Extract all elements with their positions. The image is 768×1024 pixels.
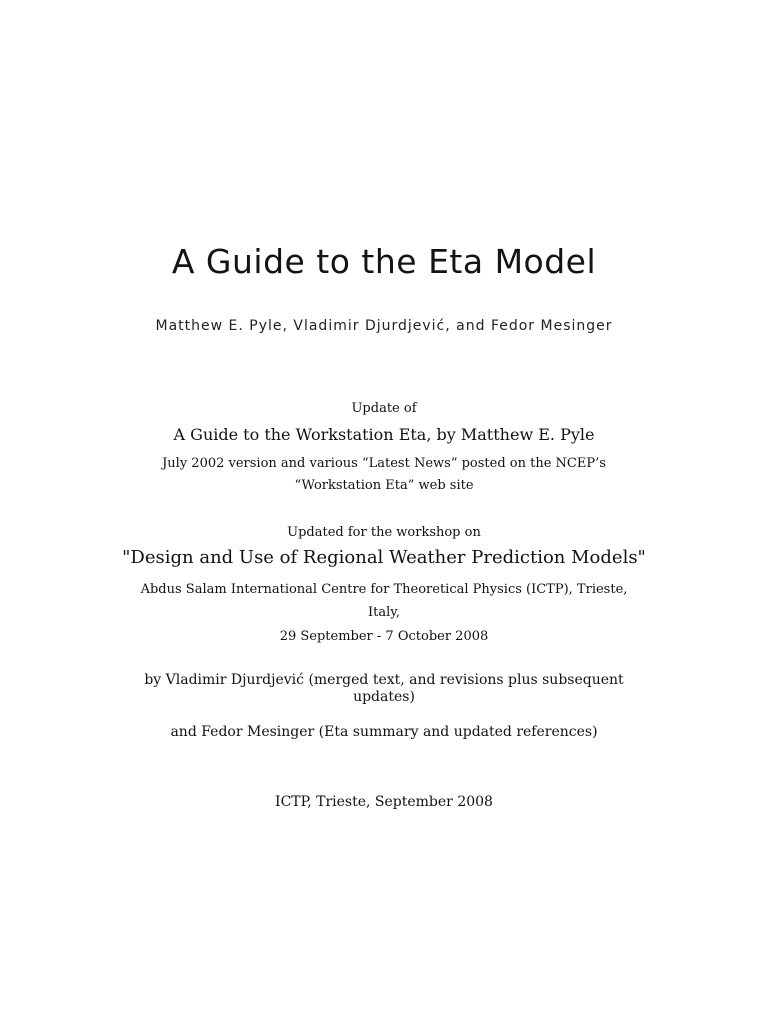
workshop-dates: 29 September - 7 October 2008: [279, 629, 489, 644]
original-guide-title: A Guide to the Workstation Eta, by Matthew E. Pyle: [173, 425, 595, 444]
version-note: July 2002 version and various “Latest News” posted on the NCEP’s: [162, 456, 606, 471]
place-and-date: ICTP, Trieste, September 2008: [275, 794, 493, 810]
updated-for-label: Updated for the workshop on: [287, 525, 481, 540]
document-title: A Guide to the Eta Model: [171, 242, 597, 281]
venue-country: Italy,: [367, 605, 401, 620]
venue-line: Abdus Salam International Centre for Theoretical Physics (ICTP), Trieste,: [140, 582, 628, 597]
update-of-label: Update of: [351, 401, 417, 416]
authors-line: Matthew E. Pyle, Vladimir Djurdjević, and Fedor Mesinger: [155, 318, 613, 334]
revision-credit: by Vladimir Djurdjević (merged text, and revisions plus subsequent updates): [144, 672, 624, 705]
workshop-title: "Design and Use of Regional Weather Prediction Models": [122, 547, 646, 568]
summary-credit: and Fedor Mesinger (Eta summary and updated references): [170, 724, 598, 740]
web-site-note: “Workstation Eta” web site: [294, 478, 474, 493]
